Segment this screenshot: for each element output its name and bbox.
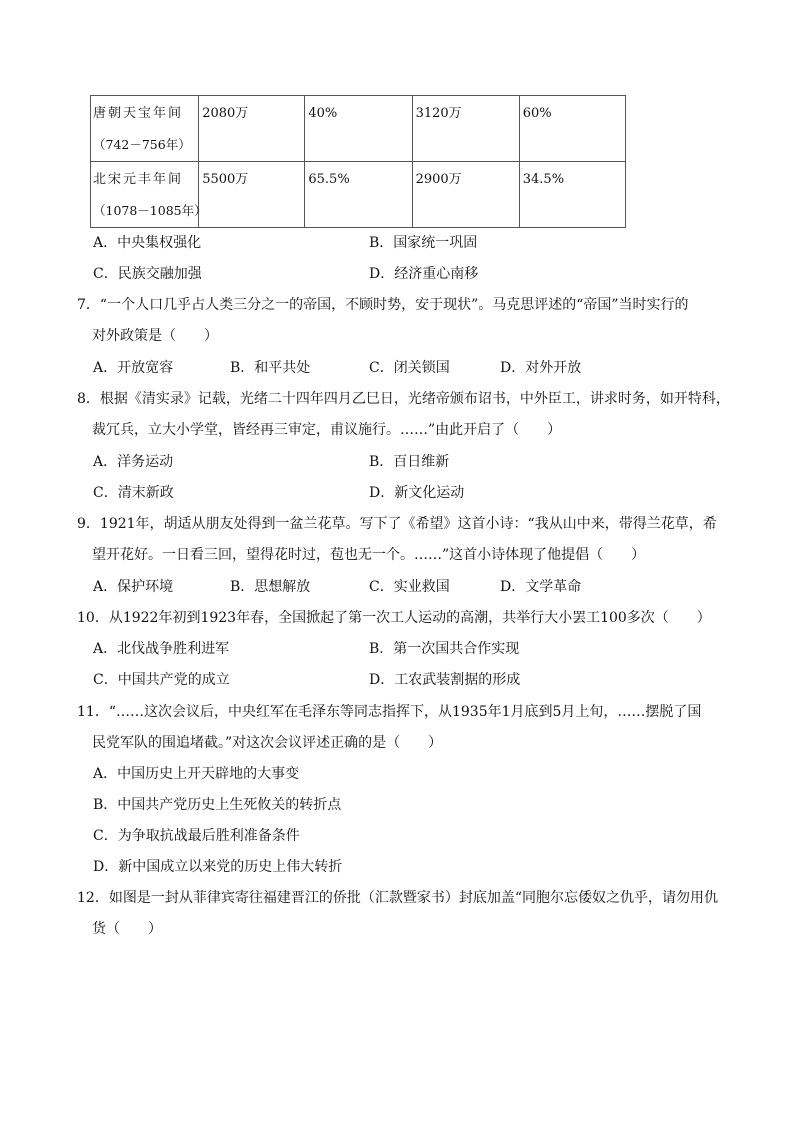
table-cell: [305, 162, 412, 228]
question-text: 7．“一个人口几乎占人类三分之一的帝国，不顾时势，安于现状”。马克思评述的“帝国”当时实行的: [77, 297, 689, 313]
south-share: 60%: [522, 106, 552, 121]
question-text: 民党军队的围追堵截。”对这次会议评述正确的是（ ）: [92, 735, 443, 751]
q10-option-a[interactable]: A．北伐战争胜利进军: [93, 641, 230, 657]
question-text: 望开花好。一日看三回，望得花时过，苞也无一个。……”这首小诗体现了他提倡（ ）: [92, 547, 646, 563]
q6-option-d[interactable]: D．经济重心南移: [369, 266, 479, 282]
question-11: [77, 697, 737, 759]
q7-option-c[interactable]: C．闭关锁国: [369, 360, 450, 376]
question-text: 对外政策是（ ）: [92, 328, 218, 344]
question-10: [77, 603, 737, 634]
q10-option-c[interactable]: C．中国共产党的成立: [93, 672, 230, 688]
q9-option-a[interactable]: A．保护环境: [93, 579, 174, 595]
south-population: 2900万: [415, 172, 462, 187]
question-text: 9．1921年，胡适从朋友处得到一盆兰花草。写下了《希望》这首小诗：“我从山中来，带得兰花草，希: [77, 516, 717, 532]
question-text: 8．根据《清实录》记载，光绪二十四年四月乙巳日，光绪帝颁布诏书，中外臣工，讲求时务，如开特科，: [77, 391, 730, 407]
q7-option-a[interactable]: A．开放宽容: [93, 360, 174, 376]
q6-option-a[interactable]: A．中央集权强化: [93, 235, 202, 251]
q8-option-a[interactable]: A．洋务运动: [93, 454, 174, 470]
q10-option-b[interactable]: B．第一次国共合作实现: [369, 641, 520, 657]
q7-option-b[interactable]: B．和平共处: [230, 360, 311, 376]
q8-option-d[interactable]: D．新文化运动: [369, 485, 465, 501]
q8-option-c[interactable]: C．清末新政: [93, 485, 174, 501]
q11-option-d[interactable]: D．新中国成立以来党的历史上伟大转折: [93, 859, 343, 875]
question-text: 裁冗兵，立大小学堂，皆经再三审定，甫议施行。……”由此开启了（ ）: [92, 422, 562, 438]
table-row: [91, 162, 626, 228]
q11-option-a[interactable]: A．中国历史上开天辟地的大事变: [93, 766, 300, 782]
q10-option-d[interactable]: D．工农武装割据的形成: [369, 672, 521, 688]
table-cell: [519, 96, 625, 162]
period-name: 北宋元丰年间: [93, 172, 184, 187]
north-share: 40%: [308, 106, 338, 121]
north-share: 65.5%: [308, 172, 350, 187]
q6-option-c[interactable]: C．民族交融加强: [93, 266, 202, 282]
question-9: [77, 509, 737, 571]
q11-option-c[interactable]: C．为争取抗战最后胜利准备条件: [93, 828, 300, 844]
north-population: 5500万: [202, 172, 249, 187]
period-name: 唐朝天宝年间: [93, 106, 184, 121]
table-cell-period: [91, 96, 199, 162]
question-text: 11．“……这次会议后，中央红军在毛泽东等同志指挥下，从1935年1月底到5月上旬，……摆脱了国: [77, 704, 702, 720]
south-share: 34.5%: [522, 172, 565, 187]
table-cell: [519, 162, 625, 228]
question-7: [77, 290, 737, 352]
period-years: （742－756年）: [93, 137, 191, 152]
table-cell: [199, 162, 305, 228]
q7-option-d[interactable]: D．对外开放: [500, 360, 582, 376]
table-cell: [412, 96, 519, 162]
q11-option-b[interactable]: B．中国共产党历史上生死攸关的转折点: [93, 797, 342, 813]
south-population: 3120万: [415, 106, 462, 121]
q6-option-b[interactable]: B．国家统一巩固: [369, 235, 478, 251]
table-cell: [412, 162, 519, 228]
q9-option-b[interactable]: B．思想解放: [230, 579, 311, 595]
population-table: [90, 95, 626, 228]
question-text: 10．从1922年初到1923年春，全国掀起了第一次工人运动的高潮，共举行大小罢工100多次（ ）: [77, 610, 711, 626]
q9-option-c[interactable]: C．实业救国: [369, 579, 450, 595]
question-text: 12．如图是一封从菲律宾寄往福建晋江的侨批（汇款暨家书）封底加盖“同胞尔忘倭奴之仇乎，请勿用仇: [77, 890, 718, 906]
table-row: [91, 96, 626, 162]
table-cell: [199, 96, 305, 162]
table-cell-period: [91, 162, 207, 228]
question-12: [77, 883, 737, 945]
q8-option-b[interactable]: B．百日维新: [369, 454, 450, 470]
q9-option-d[interactable]: D．文学革命: [500, 579, 582, 595]
period-years: （1078－1085年）: [93, 203, 207, 218]
question-text: 货（ ）: [92, 921, 162, 937]
table-cell: [305, 96, 412, 162]
question-8: [77, 384, 737, 446]
north-population: 2080万: [202, 106, 249, 121]
